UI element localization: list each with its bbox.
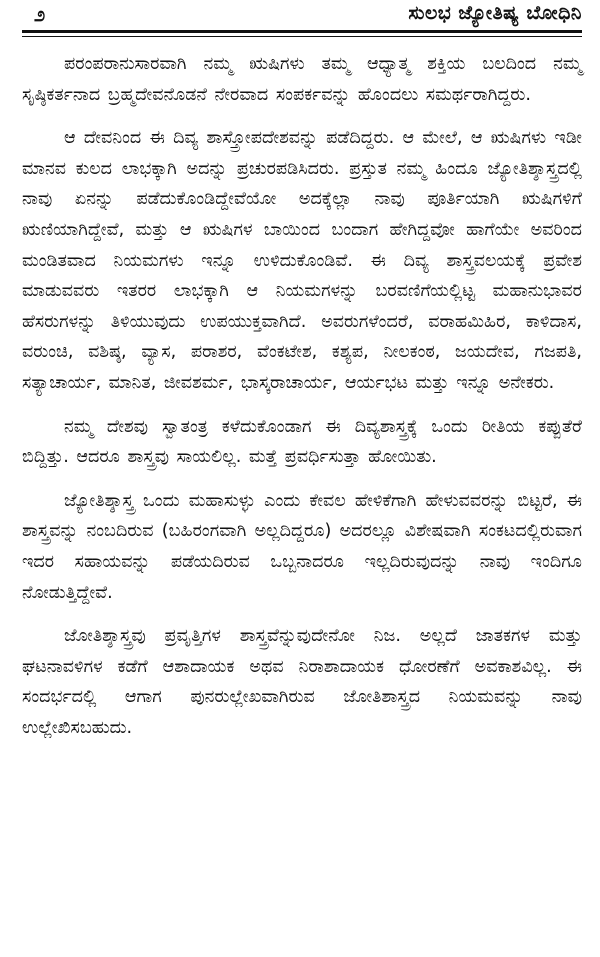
paragraph-text: ನಮ್ಮ ದೇಶವು ಸ್ವಾತಂತ್ರ ಕಳೆದುಕೊಂಡಾಗ ಈ ದಿವ್ಯಶಾಸ್ತ್ರಕ್ಕೆ ಒಂದು ರೀತಿಯ ಕಪ್ಪುತೆರೆ ಬಿದ್ದಿತ್ತು. ಆದರೂ ಶಾಸ್ತ್ರವು ಸಾಯಲಿಲ್ಲ. ಮತ್ತೆ ಪ್ರವರ್ಧಿಸುತ್ತಾ ಹೋಯಿತು. bbox=[22, 416, 582, 468]
paragraph bbox=[22, 621, 582, 743]
paragraph bbox=[22, 49, 582, 110]
paragraph bbox=[22, 486, 582, 608]
header-rule-thick bbox=[22, 30, 582, 33]
running-title: ಸುಲಭ ಜ್ಯೋತಿಷ್ಯ ಬೋಧಿನಿ bbox=[408, 2, 582, 24]
paragraph bbox=[22, 412, 582, 473]
body-text bbox=[22, 49, 582, 743]
paragraph-text: ಜೋತಿಶ್ಶಾಸ್ತ್ರವು ಪ್ರವೃತ್ತಿಗಳ ಶಾಸ್ತ್ರವೆನ್ನುವುದೇನೋ ನಿಜ. ಅಲ್ಲದೆ ಜಾತಕಗಳ ಮತ್ತು ಘಟನಾವಳಿಗಳ ಕಡೆಗೆ ಆಶಾದಾಯಕ ಅಥವ ನಿರಾಶಾದಾಯಕ ಧೋರಣೆಗೆ ಅವಕಾಶವಿಲ್ಲ. ಈ ಸಂದರ್ಭದಲ್ಲಿ ಆಗಾಗ ಪುನರುಲ್ಲೇಖವಾಗಿರುವ ಜೋತಿಶಾಸ್ತ್ರದ ನಿಯಮವನ್ನು ನಾವು ಉಲ್ಲೇಖಿಸಬಹುದು. bbox=[22, 626, 582, 738]
paragraph bbox=[22, 123, 582, 398]
header-rule-thin bbox=[22, 36, 582, 37]
paragraph-text: ಪರಂಪರಾನುಸಾರವಾಗಿ ನಮ್ಮ ಋಷಿಗಳು ತಮ್ಮ ಆಧ್ಯಾತ್ಮ ಶಕ್ತಿಯ ಬಲದಿಂದ ನಮ್ಮ ಸೃಷ್ಠಿಕರ್ತನಾದ ಬ್ರಹ್ಮದೇವನೊಡನೆ ನೇರವಾದ ಸಂಪರ್ಕವನ್ನು ಹೊಂದಲು ಸಮರ್ಥರಾಗಿದ್ದರು. bbox=[22, 54, 582, 105]
page-header bbox=[22, 0, 582, 30]
paragraph-text: ಆ ದೇವನಿಂದ ಈ ದಿವ್ಯ ಶಾಸ್ತ್ರೋಪದೇಶವನ್ನು ಪಡೆದಿದ್ದರು. ಆ ಮೇಲೆ, ಆ ಋಷಿಗಳು ಇಡೀ ಮಾನವ ಕುಲದ ಲಾಭಕ್ಕಾಗಿ ಅದನ್ನು ಪ್ರಚುರಪಡಿಸಿದರು. ಪ್ರಸ್ತುತ ನಮ್ಮ ಹಿಂದೂ ಜ್ಯೋತಿಶ್ಶಾಸ್ತ್ರದಲ್ಲಿ ನಾವು ಏನನ್ನು ಪಡೆದುಕೊಂಡಿದ್ದೇವೆಯೋ ಅದಕ್ಕೆಲ್ಲಾ ನಾವು ಪೂರ್ತಿಯಾಗಿ ಋಷಿಗಳಿಗೆ ಋಣಿಯಾಗಿದ್ದೇವೆ, ಮತ್ತು ಆ ಋಷಿಗಳ ಬಾಯಿಂದ ಬಂದಾಗ ಹೇಗಿದ್ದವೋ ಹಾಗೆಯೇ ಅವರಿಂದ ಮಂಡಿತವಾದ ನಿಯಮಗಳು ಇನ್ನೂ ಉಳಿದುಕೊಂಡಿವೆ. ಈ ದಿವ್ಯ ಶಾಸ್ತ್ರವಲಯಕ್ಕೆ ಪ್ರವೇಶ ಮಾಡುವವರು ಇತರರ ಲಾಭಕ್ಕಾಗಿ ಆ ನಿಯಮಗಳನ್ನು ಬರವಣಿಗೆಯಲ್ಲಿಟ್ಟ ಮಹಾನುಭಾವರ ಹೆಸರುಗಳನ್ನು ತಿಳಿಯುವುದು ಉಪಯುಕ್ತವಾಗಿದೆ. ಅವರುಗಳೆಂದರೆ, ವರಾಹಮಿಹಿರ, ಕಾಳಿದಾಸ, ವರುಂಚಿ, ವಶಿಷ್ಠ, ವ್ಯಾಸ, ಪರಾಶರ, ವೆಂಕಟೇಶ, ಕಶ್ಯಪ, ನೀಲಕಂಠ, ಜಯದೇವ, ಗಜಪತಿ, ಸತ್ಯಾಚಾರ್ಯ, ಮಾನಿತ, ಜೀವಶರ್ಮ, ಭಾಸ್ಕರಾಚಾರ್ಯ, ಆರ್ಯಭಟ ಮತ್ತು ಇನ್ನೂ ಅನೇಕರು. bbox=[22, 128, 582, 393]
paragraph-text: ಜ್ಯೋತಿಶ್ಶಾಸ್ತ್ರ ಒಂದು ಮಹಾಸುಳ್ಳು ಎಂದು ಕೇವಲ ಹೇಳಿಕೆಗಾಗಿ ಹೇಳುವವರನ್ನು ಬಿಟ್ಟರೆ, ಈ ಶಾಸ್ತ್ರವನ್ನು ನಂಬದಿರುವ (ಬಹಿರಂಗವಾಗಿ ಅಲ್ಲದಿದ್ದರೂ) ಅದರಲ್ಲೂ ವಿಶೇಷವಾಗಿ ಸಂಕಟದಲ್ಲಿರುವಾಗ ಇದರ ಸಹಾಯವನ್ನು ಪಡೆಯದಿರುವ ಒಬ್ಬನಾದರೂ ಇಲ್ಲದಿರುವುದನ್ನು ನಾವು ಇಂದಿಗೂ ನೋಡುತ್ತಿದ್ದೇವೆ. bbox=[22, 490, 582, 603]
page-number: ೨ bbox=[34, 2, 46, 26]
